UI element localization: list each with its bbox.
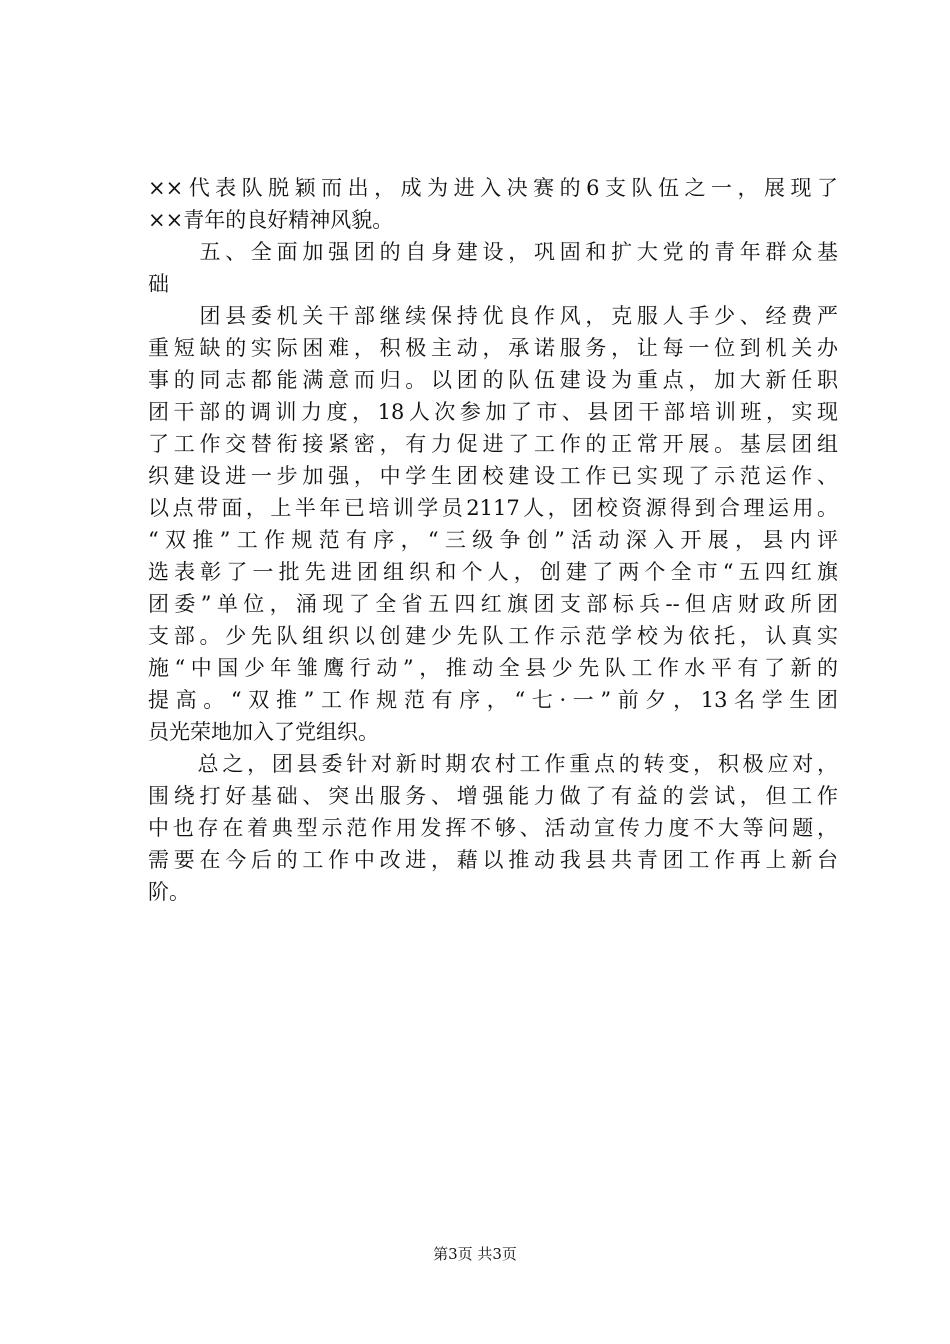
text-line: ××代表队脱颖而出，成为进入决赛的6支队伍之一，展现了 xyxy=(148,176,838,200)
text-line: 选表彰了一批先进团组织和个人，创建了两个全市“五四红旗 xyxy=(148,560,838,584)
body-text xyxy=(148,172,838,908)
text-line: 团县委机关干部继续保持优良作风，克服人手少、经费严 xyxy=(148,304,838,328)
section-heading-line: 五、全面加强团的自身建设，巩固和扩大党的青年群众基 xyxy=(148,240,838,264)
text-line: 总之，团县委针对新时期农村工作重点的转变，积极应对， xyxy=(148,752,838,776)
text-line: 织建设进一步加强，中学生团校建设工作已实现了示范运作、 xyxy=(148,464,838,488)
text-line: 围绕打好基础、突出服务、增强能力做了有益的尝试，但工作 xyxy=(148,784,838,808)
text-line: 中也存在着典型示范作用发挥不够、活动宣传力度不大等问题， xyxy=(148,816,838,840)
text-line: “双推”工作规范有序，“三级争创”活动深入开展，县内评 xyxy=(148,528,838,552)
text-line: 需要在今后的工作中改进，藉以推动我县共青团工作再上新台 xyxy=(148,848,838,872)
text-line: ××青年的良好精神风貌。 xyxy=(148,208,394,232)
page-number-footer: 第3页 共3页 xyxy=(433,1245,517,1263)
text-line: 团委”单位，涌现了全省五四红旗团支部标兵--但店财政所团 xyxy=(148,592,838,616)
text-line: 重短缺的实际困难，积极主动，承诺服务，让每一位到机关办 xyxy=(148,336,838,360)
text-line: 以点带面，上半年已培训学员2117人，团校资源得到合理运用。 xyxy=(148,496,838,520)
text-line: 施“中国少年雏鹰行动”，推动全县少先队工作水平有了新的 xyxy=(148,656,838,680)
section-heading-line: 础 xyxy=(148,272,169,296)
text-line: 支部。少先队组织以创建少先队工作示范学校为依托，认真实 xyxy=(148,624,838,648)
text-line: 阶。 xyxy=(148,880,190,904)
text-line: 提高。“双推”工作规范有序，“七·一”前夕，13名学生团 xyxy=(148,688,838,712)
text-line: 事的同志都能满意而归。以团的队伍建设为重点，加大新任职 xyxy=(148,368,838,392)
text-line: 团干部的调训力度，18人次参加了市、县团干部培训班，实现 xyxy=(148,400,838,424)
text-line: 了工作交替衔接紧密，有力促进了工作的正常开展。基层团组 xyxy=(148,432,838,456)
text-line: 员光荣地加入了党组织。 xyxy=(148,720,379,744)
